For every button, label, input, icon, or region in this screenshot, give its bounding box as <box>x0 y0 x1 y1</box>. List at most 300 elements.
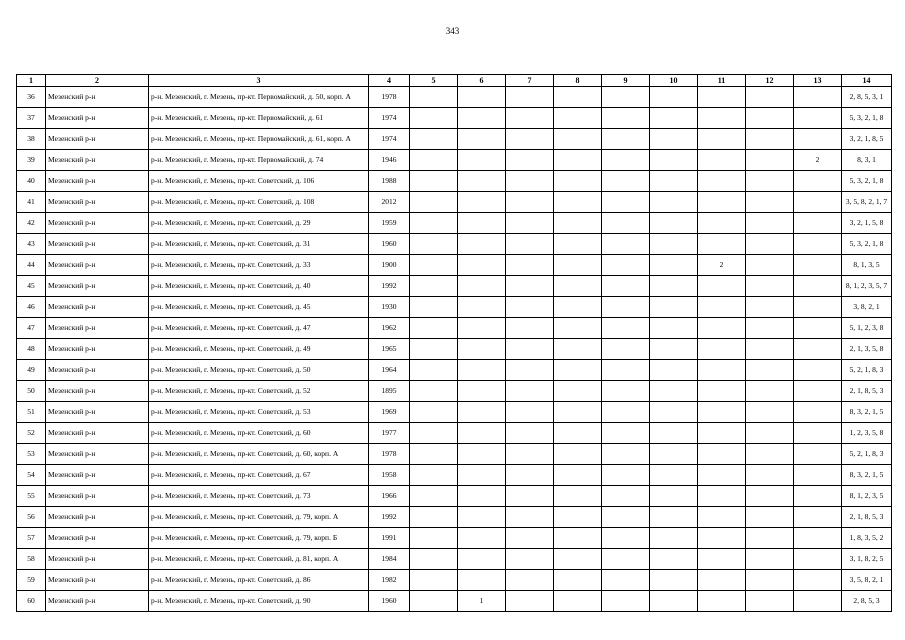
col9-cell <box>602 276 650 297</box>
col8-cell <box>554 213 602 234</box>
address-cell: р-н. Мезенский, г. Мезень, пр-кт. Советский, д. 79, корп. А <box>149 507 369 528</box>
col11-cell: 2 <box>698 255 746 276</box>
col9-cell <box>602 360 650 381</box>
row-number: 47 <box>17 318 46 339</box>
row-number: 55 <box>17 486 46 507</box>
address-cell: р-н. Мезенский, г. Мезень, пр-кт. Советский, д. 53 <box>149 402 369 423</box>
row-number: 51 <box>17 402 46 423</box>
col11-cell <box>698 213 746 234</box>
col14-cell: 1, 2, 3, 5, 8 <box>842 423 892 444</box>
col12-cell <box>746 213 794 234</box>
table-row <box>17 465 892 486</box>
year-cell: 1982 <box>369 570 410 591</box>
column-header-2: 2 <box>46 75 149 87</box>
table-row <box>17 150 892 171</box>
year-cell: 1984 <box>369 549 410 570</box>
col11-cell <box>698 276 746 297</box>
col12-cell <box>746 234 794 255</box>
column-header-9: 9 <box>602 75 650 87</box>
col14-cell: 8, 1, 3, 5 <box>842 255 892 276</box>
col13-cell <box>794 486 842 507</box>
district-cell: Мезенский р-н <box>46 87 149 108</box>
col13-cell <box>794 381 842 402</box>
col5-cell <box>410 549 458 570</box>
col7-cell <box>506 465 554 486</box>
col8-cell <box>554 570 602 591</box>
address-cell: р-н. Мезенский, г. Мезень, пр-кт. Советский, д. 33 <box>149 255 369 276</box>
year-cell: 1960 <box>369 591 410 612</box>
col13-cell: 2 <box>794 150 842 171</box>
year-cell: 1895 <box>369 381 410 402</box>
col12-cell <box>746 87 794 108</box>
col11-cell <box>698 318 746 339</box>
address-cell: р-н. Мезенский, г. Мезень, пр-кт. Советский, д. 90 <box>149 591 369 612</box>
column-header-14: 14 <box>842 75 892 87</box>
col5-cell <box>410 318 458 339</box>
address-cell: р-н. Мезенский, г. Мезень, пр-кт. Советский, д. 52 <box>149 381 369 402</box>
col12-cell <box>746 297 794 318</box>
col6-cell <box>458 507 506 528</box>
col5-cell <box>410 129 458 150</box>
col9-cell <box>602 570 650 591</box>
year-cell: 1969 <box>369 402 410 423</box>
col5-cell <box>410 192 458 213</box>
col14-cell: 2, 1, 8, 5, 3 <box>842 507 892 528</box>
col12-cell <box>746 192 794 213</box>
col12-cell <box>746 570 794 591</box>
year-cell: 1978 <box>369 87 410 108</box>
col10-cell <box>650 129 698 150</box>
col6-cell <box>458 465 506 486</box>
col9-cell <box>602 402 650 423</box>
col14-cell: 3, 5, 8, 2, 1 <box>842 570 892 591</box>
col11-cell <box>698 87 746 108</box>
col9-cell <box>602 171 650 192</box>
col5-cell <box>410 360 458 381</box>
col7-cell <box>506 234 554 255</box>
col6-cell <box>458 255 506 276</box>
col9-cell <box>602 297 650 318</box>
col5-cell <box>410 423 458 444</box>
col13-cell <box>794 129 842 150</box>
year-cell: 1930 <box>369 297 410 318</box>
col7-cell <box>506 549 554 570</box>
address-cell: р-н. Мезенский, г. Мезень, пр-кт. Советский, д. 49 <box>149 339 369 360</box>
col9-cell <box>602 444 650 465</box>
col10-cell <box>650 297 698 318</box>
col11-cell <box>698 528 746 549</box>
col8-cell <box>554 381 602 402</box>
col7-cell <box>506 318 554 339</box>
col11-cell <box>698 507 746 528</box>
col10-cell <box>650 150 698 171</box>
row-number: 57 <box>17 528 46 549</box>
col13-cell <box>794 423 842 444</box>
col14-cell: 3, 1, 8, 2, 5 <box>842 549 892 570</box>
col14-cell: 3, 2, 1, 5, 8 <box>842 213 892 234</box>
row-number: 43 <box>17 234 46 255</box>
col9-cell <box>602 318 650 339</box>
col7-cell <box>506 129 554 150</box>
col6-cell: 1 <box>458 591 506 612</box>
address-cell: р-н. Мезенский, г. Мезень, пр-кт. Советский, д. 47 <box>149 318 369 339</box>
column-header-10: 10 <box>650 75 698 87</box>
district-cell: Мезенский р-н <box>46 507 149 528</box>
table-row <box>17 423 892 444</box>
col8-cell <box>554 339 602 360</box>
district-cell: Мезенский р-н <box>46 381 149 402</box>
address-cell: р-н. Мезенский, г. Мезень, пр-кт. Советский, д. 45 <box>149 297 369 318</box>
table-row <box>17 87 892 108</box>
district-cell: Мезенский р-н <box>46 549 149 570</box>
col13-cell <box>794 528 842 549</box>
col12-cell <box>746 255 794 276</box>
row-number: 37 <box>17 108 46 129</box>
table-row <box>17 360 892 381</box>
col9-cell <box>602 213 650 234</box>
table-row <box>17 276 892 297</box>
col8-cell <box>554 360 602 381</box>
col12-cell <box>746 423 794 444</box>
col8-cell <box>554 528 602 549</box>
housing-register-table <box>16 74 892 612</box>
col5-cell <box>410 171 458 192</box>
col10-cell <box>650 381 698 402</box>
column-header-4: 4 <box>369 75 410 87</box>
col14-cell: 5, 3, 2, 1, 8 <box>842 171 892 192</box>
column-header-3: 3 <box>149 75 369 87</box>
col8-cell <box>554 444 602 465</box>
year-cell: 1974 <box>369 108 410 129</box>
col9-cell <box>602 255 650 276</box>
col11-cell <box>698 486 746 507</box>
row-number: 49 <box>17 360 46 381</box>
row-number: 44 <box>17 255 46 276</box>
col8-cell <box>554 318 602 339</box>
table-body <box>17 87 892 612</box>
col6-cell <box>458 318 506 339</box>
address-cell: р-н. Мезенский, г. Мезень, пр-кт. Первомайский, д. 61 <box>149 108 369 129</box>
col14-cell: 5, 3, 2, 1, 8 <box>842 234 892 255</box>
col7-cell <box>506 192 554 213</box>
col14-cell: 8, 3, 1 <box>842 150 892 171</box>
row-number: 36 <box>17 87 46 108</box>
col8-cell <box>554 591 602 612</box>
col11-cell <box>698 360 746 381</box>
col5-cell <box>410 297 458 318</box>
col9-cell <box>602 87 650 108</box>
col8-cell <box>554 129 602 150</box>
col10-cell <box>650 234 698 255</box>
address-cell: р-н. Мезенский, г. Мезень, пр-кт. Советский, д. 108 <box>149 192 369 213</box>
col8-cell <box>554 465 602 486</box>
row-number: 48 <box>17 339 46 360</box>
col6-cell <box>458 213 506 234</box>
col12-cell <box>746 486 794 507</box>
table-row <box>17 108 892 129</box>
col14-cell: 8, 3, 2, 1, 5 <box>842 402 892 423</box>
row-number: 52 <box>17 423 46 444</box>
row-number: 58 <box>17 549 46 570</box>
year-cell: 1959 <box>369 213 410 234</box>
address-cell: р-н. Мезенский, г. Мезень, пр-кт. Первомайский, д. 74 <box>149 150 369 171</box>
col9-cell <box>602 507 650 528</box>
col5-cell <box>410 528 458 549</box>
col12-cell <box>746 591 794 612</box>
col8-cell <box>554 255 602 276</box>
col5-cell <box>410 213 458 234</box>
col11-cell <box>698 465 746 486</box>
district-cell: Мезенский р-н <box>46 108 149 129</box>
table-row <box>17 528 892 549</box>
col10-cell <box>650 402 698 423</box>
col10-cell <box>650 423 698 444</box>
col5-cell <box>410 108 458 129</box>
col11-cell <box>698 570 746 591</box>
table-row <box>17 486 892 507</box>
table-row <box>17 192 892 213</box>
col12-cell <box>746 381 794 402</box>
district-cell: Мезенский р-н <box>46 171 149 192</box>
col14-cell: 2, 1, 3, 5, 8 <box>842 339 892 360</box>
col13-cell <box>794 339 842 360</box>
district-cell: Мезенский р-н <box>46 444 149 465</box>
address-cell: р-н. Мезенский, г. Мезень, пр-кт. Советский, д. 50 <box>149 360 369 381</box>
col8-cell <box>554 423 602 444</box>
col6-cell <box>458 87 506 108</box>
table-row <box>17 318 892 339</box>
row-number: 39 <box>17 150 46 171</box>
col14-cell: 2, 1, 8, 5, 3 <box>842 381 892 402</box>
col11-cell <box>698 297 746 318</box>
col8-cell <box>554 402 602 423</box>
year-cell: 1977 <box>369 423 410 444</box>
col11-cell <box>698 549 746 570</box>
col12-cell <box>746 360 794 381</box>
col14-cell: 2, 8, 5, 3 <box>842 591 892 612</box>
table-row <box>17 213 892 234</box>
address-cell: р-н. Мезенский, г. Мезень, пр-кт. Советский, д. 67 <box>149 465 369 486</box>
district-cell: Мезенский р-н <box>46 318 149 339</box>
address-cell: р-н. Мезенский, г. Мезень, пр-кт. Первомайский, д. 61, корп. А <box>149 129 369 150</box>
col7-cell <box>506 255 554 276</box>
district-cell: Мезенский р-н <box>46 213 149 234</box>
row-number: 54 <box>17 465 46 486</box>
district-cell: Мезенский р-н <box>46 297 149 318</box>
col7-cell <box>506 108 554 129</box>
col12-cell <box>746 528 794 549</box>
col10-cell <box>650 570 698 591</box>
col6-cell <box>458 234 506 255</box>
col8-cell <box>554 486 602 507</box>
table-row <box>17 297 892 318</box>
row-number: 59 <box>17 570 46 591</box>
col11-cell <box>698 192 746 213</box>
col6-cell <box>458 150 506 171</box>
col9-cell <box>602 423 650 444</box>
col6-cell <box>458 171 506 192</box>
col8-cell <box>554 297 602 318</box>
col13-cell <box>794 591 842 612</box>
column-header-11: 11 <box>698 75 746 87</box>
col6-cell <box>458 360 506 381</box>
col9-cell <box>602 129 650 150</box>
col13-cell <box>794 213 842 234</box>
col13-cell <box>794 255 842 276</box>
year-cell: 1992 <box>369 507 410 528</box>
year-cell: 1992 <box>369 276 410 297</box>
col7-cell <box>506 507 554 528</box>
table-row <box>17 402 892 423</box>
table-row <box>17 570 892 591</box>
col14-cell: 5, 2, 1, 8, 3 <box>842 360 892 381</box>
col6-cell <box>458 192 506 213</box>
col13-cell <box>794 297 842 318</box>
col6-cell <box>458 423 506 444</box>
col7-cell <box>506 381 554 402</box>
col7-cell <box>506 444 554 465</box>
year-cell: 1974 <box>369 129 410 150</box>
address-cell: р-н. Мезенский, г. Мезень, пр-кт. Первомайский, д. 50, корп. А <box>149 87 369 108</box>
col11-cell <box>698 591 746 612</box>
col7-cell <box>506 276 554 297</box>
col5-cell <box>410 486 458 507</box>
row-number: 45 <box>17 276 46 297</box>
col5-cell <box>410 507 458 528</box>
col13-cell <box>794 570 842 591</box>
district-cell: Мезенский р-н <box>46 423 149 444</box>
col5-cell <box>410 255 458 276</box>
column-header-6: 6 <box>458 75 506 87</box>
year-cell: 1960 <box>369 234 410 255</box>
col7-cell <box>506 360 554 381</box>
col6-cell <box>458 444 506 465</box>
col6-cell <box>458 528 506 549</box>
col6-cell <box>458 549 506 570</box>
col13-cell <box>794 549 842 570</box>
col7-cell <box>506 297 554 318</box>
year-cell: 1946 <box>369 150 410 171</box>
col10-cell <box>650 528 698 549</box>
col7-cell <box>506 87 554 108</box>
col11-cell <box>698 423 746 444</box>
col8-cell <box>554 192 602 213</box>
col14-cell: 8, 1, 2, 3, 5 <box>842 486 892 507</box>
year-cell: 1988 <box>369 171 410 192</box>
col5-cell <box>410 276 458 297</box>
address-cell: р-н. Мезенский, г. Мезень, пр-кт. Советский, д. 106 <box>149 171 369 192</box>
row-number: 53 <box>17 444 46 465</box>
row-number: 46 <box>17 297 46 318</box>
col11-cell <box>698 150 746 171</box>
col12-cell <box>746 276 794 297</box>
col7-cell <box>506 570 554 591</box>
column-header-12: 12 <box>746 75 794 87</box>
col9-cell <box>602 549 650 570</box>
district-cell: Мезенский р-н <box>46 129 149 150</box>
column-header-5: 5 <box>410 75 458 87</box>
col9-cell <box>602 486 650 507</box>
col7-cell <box>506 339 554 360</box>
address-cell: р-н. Мезенский, г. Мезень, пр-кт. Советский, д. 73 <box>149 486 369 507</box>
col11-cell <box>698 171 746 192</box>
col5-cell <box>410 570 458 591</box>
table-row <box>17 381 892 402</box>
col13-cell <box>794 507 842 528</box>
col9-cell <box>602 465 650 486</box>
col10-cell <box>650 255 698 276</box>
district-cell: Мезенский р-н <box>46 192 149 213</box>
table-row <box>17 129 892 150</box>
year-cell: 1958 <box>369 465 410 486</box>
col8-cell <box>554 507 602 528</box>
col11-cell <box>698 108 746 129</box>
col13-cell <box>794 87 842 108</box>
row-number: 41 <box>17 192 46 213</box>
col5-cell <box>410 381 458 402</box>
row-number: 42 <box>17 213 46 234</box>
table-row <box>17 339 892 360</box>
col9-cell <box>602 150 650 171</box>
col13-cell <box>794 192 842 213</box>
col12-cell <box>746 108 794 129</box>
col14-cell: 1, 8, 3, 5, 2 <box>842 528 892 549</box>
column-header-13: 13 <box>794 75 842 87</box>
col14-cell: 5, 3, 2, 1, 8 <box>842 108 892 129</box>
col7-cell <box>506 171 554 192</box>
col8-cell <box>554 150 602 171</box>
col12-cell <box>746 318 794 339</box>
col10-cell <box>650 87 698 108</box>
col13-cell <box>794 108 842 129</box>
col12-cell <box>746 339 794 360</box>
col10-cell <box>650 318 698 339</box>
col12-cell <box>746 507 794 528</box>
col10-cell <box>650 465 698 486</box>
col8-cell <box>554 549 602 570</box>
year-cell: 1978 <box>369 444 410 465</box>
col13-cell <box>794 171 842 192</box>
district-cell: Мезенский р-н <box>46 591 149 612</box>
col13-cell <box>794 234 842 255</box>
col13-cell <box>794 444 842 465</box>
col12-cell <box>746 129 794 150</box>
district-cell: Мезенский р-н <box>46 255 149 276</box>
district-cell: Мезенский р-н <box>46 339 149 360</box>
col14-cell: 3, 5, 8, 2, 1, 7 <box>842 192 892 213</box>
col10-cell <box>650 339 698 360</box>
col7-cell <box>506 423 554 444</box>
col7-cell <box>506 402 554 423</box>
col12-cell <box>746 549 794 570</box>
col8-cell <box>554 108 602 129</box>
year-cell: 2012 <box>369 192 410 213</box>
table-row <box>17 591 892 612</box>
header-row <box>17 75 892 87</box>
col10-cell <box>650 192 698 213</box>
table-row <box>17 507 892 528</box>
col14-cell: 3, 8, 2, 1 <box>842 297 892 318</box>
col6-cell <box>458 108 506 129</box>
col14-cell: 8, 1, 2, 3, 5, 7 <box>842 276 892 297</box>
col11-cell <box>698 381 746 402</box>
col8-cell <box>554 171 602 192</box>
col9-cell <box>602 192 650 213</box>
address-cell: р-н. Мезенский, г. Мезень, пр-кт. Советский, д. 60 <box>149 423 369 444</box>
col9-cell <box>602 591 650 612</box>
col11-cell <box>698 234 746 255</box>
col5-cell <box>410 402 458 423</box>
